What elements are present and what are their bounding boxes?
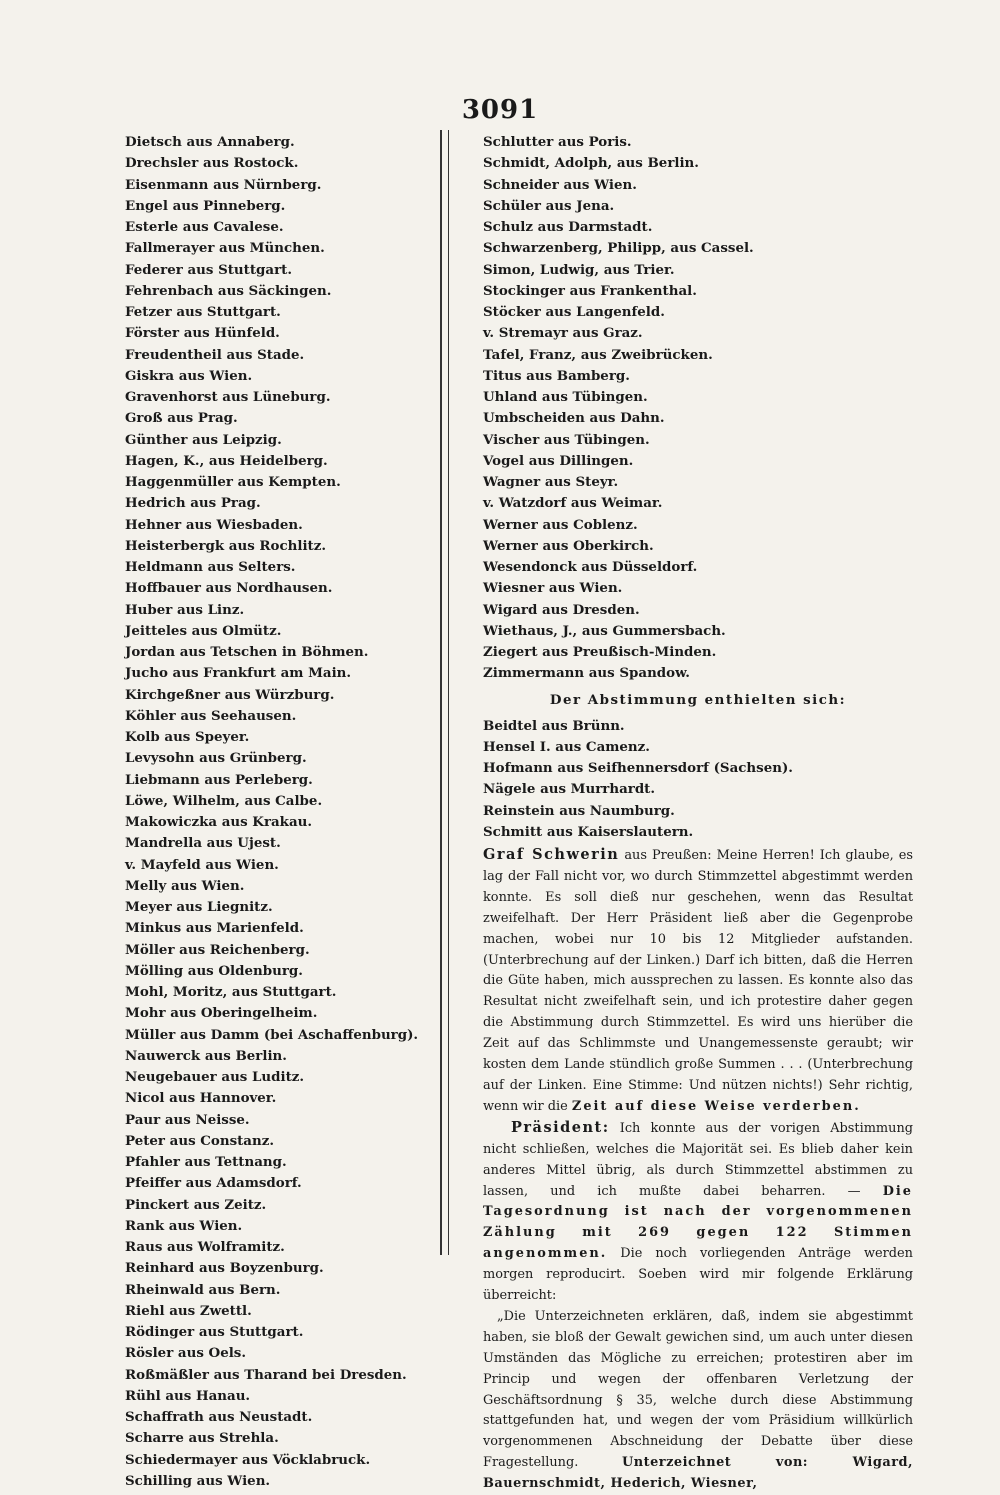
list-item: Pfahler aus Tettnang. xyxy=(125,1154,287,1170)
list-item: Fetzer aus Stuttgart. xyxy=(125,304,281,320)
list-item: Esterle aus Cavalese. xyxy=(125,219,284,235)
list-item: Werner aus Coblenz. xyxy=(483,516,638,533)
list-item: Mohr aus Oberingelheim. xyxy=(125,1005,318,1022)
list-item: Kirchgeßner aus Würzburg. xyxy=(125,686,335,703)
list-item: Jucho aus Frankfurt am Main. xyxy=(125,665,352,682)
list-item: Fallmerayer aus München. xyxy=(125,240,325,257)
list-item: Schmitt aus Kaiserslautern. xyxy=(483,823,694,840)
speaker-name: Präsident: xyxy=(511,1118,610,1136)
list-item: Federer aus Stuttgart. xyxy=(125,261,292,278)
page-number: 3091 xyxy=(461,95,539,125)
list-item: Uhland aus Tübingen. xyxy=(483,389,648,405)
speech-emphasis: Die Tagesordnung ist nach der vorgenommenen Zählung mit 269 gegen 122 Stimmen angenommen. xyxy=(483,1183,913,1262)
list-item: Hofmann aus Seifhennersdorf (Sachsen). xyxy=(483,760,793,776)
list-item: Neugebauer aus Luditz. xyxy=(125,1069,305,1085)
list-item: Scharre aus Strehla. xyxy=(125,1430,279,1447)
list-item: Löwe, Wilhelm, aus Calbe. xyxy=(125,792,323,809)
left-column xyxy=(125,132,430,1492)
list-item: Rödinger aus Stuttgart. xyxy=(125,1324,304,1340)
list-item: Köhler aus Seehausen. xyxy=(125,707,297,724)
list-item: Pinckert aus Zeitz. xyxy=(125,1196,267,1213)
praesident-speech xyxy=(483,1118,913,1307)
list-item: Beidtel aus Brünn. xyxy=(483,717,625,734)
list-item: Kolb aus Speyer. xyxy=(125,729,250,745)
list-item: Schlutter aus Poris. xyxy=(483,134,632,150)
list-item: v. Mayfeld aus Wien. xyxy=(125,856,279,873)
list-item: Wesendonck aus Düsseldorf. xyxy=(483,559,698,575)
list-item: Raus aus Wolframitz. xyxy=(125,1239,285,1255)
list-item: Tafel, Franz, aus Zweibrücken. xyxy=(483,346,713,363)
list-item: Wigard aus Dresden. xyxy=(483,601,640,618)
list-item: Mohl, Moritz, aus Stuttgart. xyxy=(125,984,337,1000)
list-item: Stockinger aus Frankenthal. xyxy=(483,282,697,299)
list-item: Fehrenbach aus Säckingen. xyxy=(125,282,332,299)
speech-text: Die noch vorliegenden Anträge werden morgen reproducirt. Soeben wird mir folgende Erklärung überreicht: xyxy=(483,1246,913,1304)
list-item: Schwarzenberg, Philipp, aus Cassel. xyxy=(483,240,754,257)
list-item: Stöcker aus Langenfeld. xyxy=(483,304,665,320)
list-item: Schüler aus Jena. xyxy=(483,197,615,214)
list-item: Heldmann aus Selters. xyxy=(125,559,296,575)
list-item: Titus aus Bamberg. xyxy=(483,367,630,384)
list-item: v. Watzdorf aus Weimar. xyxy=(483,495,663,512)
list-item: Peter aus Constanz. xyxy=(125,1132,274,1149)
list-item: Zimmermann aus Spandow. xyxy=(483,665,690,682)
list-item: Rösler aus Oels. xyxy=(125,1345,247,1362)
declaration-signatures: Unterzeichnet von: Wigard, Bauernschmidt, Hederich, Wiesner, xyxy=(483,1455,913,1492)
list-item: Hagen, K., aus Heidelberg. xyxy=(125,452,328,469)
list-item: Rheinwald aus Bern. xyxy=(125,1281,281,1298)
list-item: Ziegert aus Preußisch-Minden. xyxy=(483,644,717,660)
list-item: Roßmäßler aus Tharand bei Dresden. xyxy=(125,1366,407,1383)
list-item: Groß aus Prag. xyxy=(125,410,238,427)
list-item: Reinhard aus Boyzenburg. xyxy=(125,1260,324,1277)
list-item: Riehl aus Zwettl. xyxy=(125,1302,252,1319)
list-item: Vogel aus Dillingen. xyxy=(483,452,634,469)
list-item: Vischer aus Tübingen. xyxy=(483,431,650,448)
list-item: Wiesner aus Wien. xyxy=(483,580,623,597)
list-item: Werner aus Oberkirch. xyxy=(483,537,654,554)
speaker-name: Graf Schwerin xyxy=(483,846,620,863)
list-item: Liebmann aus Perleberg. xyxy=(125,771,313,788)
speech-emphasis: Zeit auf diese Weise verderben. xyxy=(571,1098,861,1114)
list-item: v. Stremayr aus Graz. xyxy=(483,325,643,342)
declaration xyxy=(483,1307,913,1495)
column-divider xyxy=(440,130,449,1255)
list-item: Schmidt, Adolph, aus Berlin. xyxy=(483,155,699,172)
list-item: Möller aus Reichenberg. xyxy=(125,941,310,958)
list-item: Rank aus Wien. xyxy=(125,1217,243,1234)
list-item: Hehner aus Wiesbaden. xyxy=(125,516,303,533)
list-item: Schneider aus Wien. xyxy=(483,176,637,193)
list-item: Schilling aus Wien. xyxy=(125,1472,271,1489)
speech-text: aus Preußen: Meine Herren! Ich glaube, es lag der Fall nicht vor, wo durch Stimmzettel abgestimmt werden konnte. Es soll dieß nur geschehen, wenn das Resultat zweifelhaft. Der Herr Präsident ließ aber die Gegenprobe machen, wobei nur 10 bis 12 Mitglieder aufstanden. (Unterbrechung auf der Linken.) Darf ich bitten, daß die Herren die Güte haben, mich aussprechen zu lassen. Es konnte also das Resultat nicht zweifelhaft sein, und ich protestire daher gegen die Abstimmung durch Stimmzettel. Es wird uns hierüber die Zeit auf das Schlimmste und Unangemessenste geraubt; wir kosten dem Lande stündlich große Summen . . . (Unterbrechung auf der Linken. Eine Stimme: Und nützen nichts!) Sehr richtig, wenn wir die xyxy=(483,848,913,1114)
schwerin-speech xyxy=(483,845,913,1118)
list-item: Wiethaus, J., aus Gummersbach. xyxy=(483,622,726,639)
list-item: Nägele aus Murrhardt. xyxy=(483,781,656,798)
abstention-heading: Der Abstimmung enthielten sich: xyxy=(549,691,847,708)
list-item: Schaffrath aus Neustadt. xyxy=(125,1409,313,1425)
list-item: Engel aus Pinneberg. xyxy=(125,197,286,214)
list-item: Giskra aus Wien. xyxy=(125,367,253,384)
list-item: Drechsler aus Rostock. xyxy=(125,155,299,172)
list-item: Meyer aus Liegnitz. xyxy=(125,899,273,915)
abstention-list xyxy=(483,716,913,844)
right-name-list xyxy=(483,132,913,685)
right-column xyxy=(483,132,913,1495)
list-item: Minkus aus Marienfeld. xyxy=(125,920,304,937)
list-item: Müller aus Damm (bei Aschaffenburg). xyxy=(125,1026,419,1043)
list-item: Hensel I. aus Camenz. xyxy=(483,738,650,755)
list-item: Haggenmüller aus Kempten. xyxy=(125,474,341,490)
list-item: Eisenmann aus Nürnberg. xyxy=(125,176,322,193)
list-item: Wagner aus Steyr. xyxy=(483,474,619,490)
speech-text: Ich konnte aus der vorigen Abstimmung nicht schließen, welches die Majorität sei. Es blieb daher kein anderes Mittel übrig, als durch Stimmzettel abstimmen zu lassen, und ich mußte dabei beharren. — xyxy=(483,1120,913,1199)
list-item: Freudentheil aus Stade. xyxy=(125,346,305,363)
list-item: Nicol aus Hannover. xyxy=(125,1090,277,1107)
list-item: Nauwerck aus Berlin. xyxy=(125,1047,287,1064)
list-item: Heisterbergk aus Rochlitz. xyxy=(125,537,326,554)
list-item: Jeitteles aus Olmütz. xyxy=(125,622,282,639)
list-item: Umbscheiden aus Dahn. xyxy=(483,410,665,427)
list-item: Mandrella aus Ujest. xyxy=(125,835,281,852)
list-item: Günther aus Leipzig. xyxy=(125,431,282,448)
list-item: Levysohn aus Grünberg. xyxy=(125,750,307,767)
list-item: Reinstein aus Naumburg. xyxy=(483,802,675,819)
list-item: Jordan aus Tetschen in Böhmen. xyxy=(125,644,369,660)
list-item: Schiedermayer aus Vöcklabruck. xyxy=(125,1451,371,1468)
list-item: Förster aus Hünfeld. xyxy=(125,325,280,342)
list-item: Gravenhorst aus Lüneburg. xyxy=(125,389,331,405)
list-item: Dietsch aus Annaberg. xyxy=(125,134,295,150)
list-item: Mölling aus Oldenburg. xyxy=(125,962,303,979)
list-item: Huber aus Linz. xyxy=(125,601,245,618)
list-item: Paur aus Neisse. xyxy=(125,1111,250,1128)
list-item: Melly aus Wien. xyxy=(125,877,245,894)
declaration-text: „Die Unterzeichneten erklären, daß, indem sie abgestimmt haben, sie bloß der Gewalt gewichen sind, um auch unter diesen Umständen das Mögliche zu erreichen; protestiren aber im Princip und wegen der offenbaren Verletzung der Geschäftsordnung § 35, welche durch diese Abstimmung stattgefunden hat, und wegen der vom Präsidium willkürlich vorgenommenen Abschneidung der Debatte über diese Fragestellung. xyxy=(483,1308,913,1471)
list-item: Pfeiffer aus Adamsdorf. xyxy=(125,1175,302,1192)
list-item: Hoffbauer aus Nordhausen. xyxy=(125,580,333,597)
list-item: Rühl aus Hanau. xyxy=(125,1387,251,1404)
list-item: Simon, Ludwig, aus Trier. xyxy=(483,261,675,278)
list-item: Hedrich aus Prag. xyxy=(125,495,261,512)
list-item: Makowiczka aus Krakau. xyxy=(125,814,313,830)
list-item: Schulz aus Darmstadt. xyxy=(483,219,653,235)
